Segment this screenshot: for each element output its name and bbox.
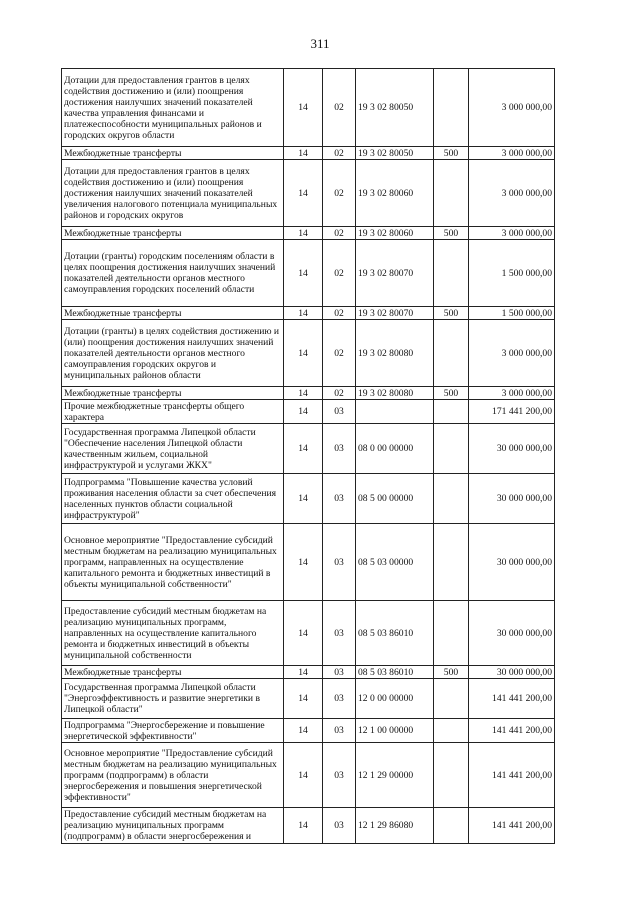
row-section: 14 xyxy=(284,147,323,160)
row-expense-type xyxy=(434,160,469,227)
row-section: 14 xyxy=(284,719,323,743)
row-subsection: 03 xyxy=(323,424,356,474)
row-expense-type: 500 xyxy=(434,307,469,320)
row-subsection: 02 xyxy=(323,387,356,400)
row-section: 14 xyxy=(284,679,323,719)
table-row xyxy=(62,601,555,666)
row-target-article: 19 3 02 80050 xyxy=(356,69,434,147)
row-expense-type: 500 xyxy=(434,147,469,160)
row-section: 14 xyxy=(284,808,323,844)
table-row xyxy=(62,400,555,424)
row-subsection: 02 xyxy=(323,160,356,227)
row-subsection: 03 xyxy=(323,524,356,601)
row-amount: 1 500 000,00 xyxy=(469,307,555,320)
row-target-article: 08 0 00 00000 xyxy=(356,424,434,474)
table-row xyxy=(62,424,555,474)
row-name: Межбюджетные трансферты xyxy=(62,307,284,320)
table-row xyxy=(62,240,555,307)
budget-table xyxy=(61,68,555,844)
row-expense-type xyxy=(434,601,469,666)
row-subsection: 02 xyxy=(323,69,356,147)
row-section: 14 xyxy=(284,601,323,666)
row-expense-type xyxy=(434,240,469,307)
row-section: 14 xyxy=(284,320,323,387)
row-expense-type xyxy=(434,743,469,808)
row-amount: 1 500 000,00 xyxy=(469,240,555,307)
row-section: 14 xyxy=(284,743,323,808)
row-amount: 30 000 000,00 xyxy=(469,424,555,474)
row-subsection: 03 xyxy=(323,679,356,719)
row-subsection: 03 xyxy=(323,666,356,679)
row-target-article: 19 3 02 80080 xyxy=(356,387,434,400)
row-section: 14 xyxy=(284,387,323,400)
row-name: Межбюджетные трансферты xyxy=(62,666,284,679)
table-row xyxy=(62,307,555,320)
row-name: Прочие межбюджетные трансферты общего характера xyxy=(62,400,284,424)
row-name: Государственная программа Липецкой области "Энергоэффективность и развитие энергетики в Липецкой области" xyxy=(62,679,284,719)
row-amount: 3 000 000,00 xyxy=(469,160,555,227)
row-subsection: 02 xyxy=(323,227,356,240)
row-expense-type: 500 xyxy=(434,666,469,679)
row-amount: 30 000 000,00 xyxy=(469,474,555,524)
row-section: 14 xyxy=(284,160,323,227)
table-row xyxy=(62,524,555,601)
table-row xyxy=(62,227,555,240)
row-amount: 3 000 000,00 xyxy=(469,387,555,400)
table-row xyxy=(62,69,555,147)
row-section: 14 xyxy=(284,424,323,474)
row-name: Дотации для предоставления грантов в целях содействия достижению и (или) поощрения достижения наилучших значений показателей качества управления финансами и платежеспособности муниципальных районов и городских округов области xyxy=(62,69,284,147)
row-target-article xyxy=(356,400,434,424)
row-target-article: 12 1 29 00000 xyxy=(356,743,434,808)
row-target-article: 08 5 03 00000 xyxy=(356,524,434,601)
row-target-article: 19 3 02 80060 xyxy=(356,160,434,227)
row-expense-type xyxy=(434,679,469,719)
row-section: 14 xyxy=(284,666,323,679)
row-target-article: 08 5 03 86010 xyxy=(356,666,434,679)
table-row xyxy=(62,387,555,400)
row-target-article: 19 3 02 80050 xyxy=(356,147,434,160)
table-row xyxy=(62,719,555,743)
row-target-article: 19 3 02 80060 xyxy=(356,227,434,240)
table-row xyxy=(62,679,555,719)
row-subsection: 03 xyxy=(323,743,356,808)
row-name: Подпрограмма "Повышение качества условий проживания населения области за счет обеспечения населенных пунктов области социальной инфраструктурой" xyxy=(62,474,284,524)
row-target-article: 19 3 02 80070 xyxy=(356,240,434,307)
row-section: 14 xyxy=(284,240,323,307)
row-expense-type xyxy=(434,320,469,387)
row-subsection: 02 xyxy=(323,147,356,160)
page-number: 311 xyxy=(310,36,330,51)
table-row xyxy=(62,666,555,679)
row-name: Основное мероприятие "Предоставление субсидий местным бюджетам на реализацию муниципальных программ (подпрограмм) в области энергосбережения и повышения энергетической эффективности" xyxy=(62,743,284,808)
row-target-article: 12 1 00 00000 xyxy=(356,719,434,743)
row-name: Подпрограмма "Энергосбережение и повышение энергетической эффективности" xyxy=(62,719,284,743)
row-target-article: 08 5 03 86010 xyxy=(356,601,434,666)
row-section: 14 xyxy=(284,227,323,240)
row-amount: 30 000 000,00 xyxy=(469,666,555,679)
row-subsection: 03 xyxy=(323,808,356,844)
row-target-article: 08 5 00 00000 xyxy=(356,474,434,524)
row-amount: 30 000 000,00 xyxy=(469,524,555,601)
row-name: Межбюджетные трансферты xyxy=(62,387,284,400)
table-row xyxy=(62,474,555,524)
row-expense-type xyxy=(434,424,469,474)
table-row xyxy=(62,160,555,227)
row-subsection: 03 xyxy=(323,719,356,743)
row-subsection: 03 xyxy=(323,400,356,424)
row-name: Основное мероприятие "Предоставление субсидий местным бюджетам на реализацию муниципальных программ, направленных на осуществление капитального ремонта и бюджетных инвестиций в объекты муниципальной собственности" xyxy=(62,524,284,601)
row-subsection: 03 xyxy=(323,474,356,524)
table-row xyxy=(62,743,555,808)
row-section: 14 xyxy=(284,307,323,320)
row-target-article: 19 3 02 80080 xyxy=(356,320,434,387)
row-name: Межбюджетные трансферты xyxy=(62,147,284,160)
row-expense-type xyxy=(434,474,469,524)
table-row xyxy=(62,320,555,387)
row-name: Государственная программа Липецкой области "Обеспечение населения Липецкой области качественным жильем, социальной инфраструктурой и услугами ЖКХ" xyxy=(62,424,284,474)
table-row xyxy=(62,808,555,844)
row-amount: 3 000 000,00 xyxy=(469,69,555,147)
row-expense-type: 500 xyxy=(434,227,469,240)
row-amount: 3 000 000,00 xyxy=(469,147,555,160)
table-row xyxy=(62,147,555,160)
row-section: 14 xyxy=(284,69,323,147)
row-name: Дотации (гранты) в целях содействия достижению и (или) поощрения достижения наилучших значений показателей деятельности органов местного самоуправления городских округов и муниципальных районов области xyxy=(62,320,284,387)
row-section: 14 xyxy=(284,524,323,601)
row-name: Предоставление субсидий местным бюджетам на реализацию муниципальных программ (подпрограмм) в области энергосбережения и xyxy=(62,808,284,844)
row-amount: 30 000 000,00 xyxy=(469,601,555,666)
row-amount: 141 441 200,00 xyxy=(469,743,555,808)
row-subsection: 02 xyxy=(323,320,356,387)
row-amount: 171 441 200,00 xyxy=(469,400,555,424)
row-target-article: 19 3 02 80070 xyxy=(356,307,434,320)
row-section: 14 xyxy=(284,400,323,424)
row-name: Дотации (гранты) городским поселениям области в целях поощрения достижения наилучших значений показателей деятельности органов местного самоуправления городских поселений области xyxy=(62,240,284,307)
row-subsection: 02 xyxy=(323,240,356,307)
row-amount: 141 441 200,00 xyxy=(469,719,555,743)
row-expense-type xyxy=(434,69,469,147)
row-expense-type xyxy=(434,808,469,844)
row-amount: 3 000 000,00 xyxy=(469,227,555,240)
row-name: Межбюджетные трансферты xyxy=(62,227,284,240)
row-amount: 3 000 000,00 xyxy=(469,320,555,387)
row-name: Предоставление субсидий местным бюджетам на реализацию муниципальных программ, направленных на осуществление капитального ремонта и бюджетных инвестиций в объекты муниципальной собственности xyxy=(62,601,284,666)
row-target-article: 12 0 00 00000 xyxy=(356,679,434,719)
row-amount: 141 441 200,00 xyxy=(469,679,555,719)
row-subsection: 03 xyxy=(323,601,356,666)
row-name: Дотации для предоставления грантов в целях содействия достижению и (или) поощрения достижения наилучших значений показателей увеличения налогового потенциала муниципальных районов и городских округов xyxy=(62,160,284,227)
row-section: 14 xyxy=(284,474,323,524)
row-expense-type xyxy=(434,719,469,743)
row-expense-type xyxy=(434,524,469,601)
row-subsection: 02 xyxy=(323,307,356,320)
row-target-article: 12 1 29 86080 xyxy=(356,808,434,844)
row-expense-type: 500 xyxy=(434,387,469,400)
row-amount: 141 441 200,00 xyxy=(469,808,555,844)
row-expense-type xyxy=(434,400,469,424)
